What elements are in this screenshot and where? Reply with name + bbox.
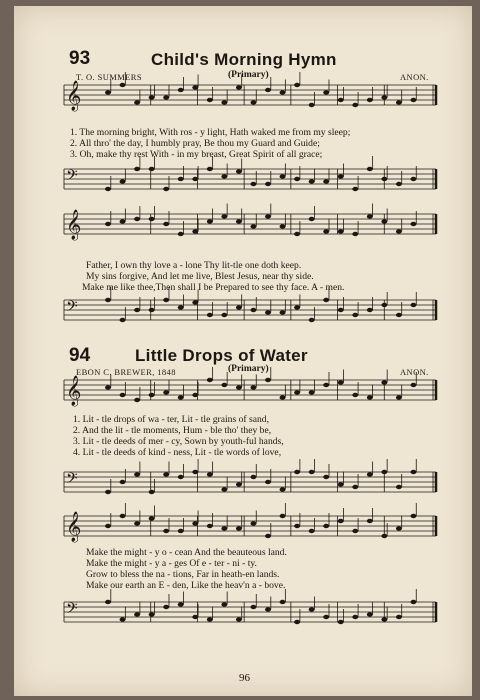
note-head [338, 308, 344, 312]
note-head [309, 529, 315, 533]
note-head [410, 514, 416, 518]
note-head [338, 482, 344, 486]
note-head [178, 177, 184, 181]
note-head [294, 305, 300, 309]
note-head [381, 380, 387, 384]
note-head [192, 177, 198, 181]
treble-clef-icon: 𝄞 [66, 81, 82, 111]
note-head [236, 219, 242, 223]
note-head [120, 617, 126, 621]
hymn-94-verse-1-line-2: Make the might - y o - cean And the beauteous land. [86, 547, 287, 558]
hymn-94-author: EBON C. BREWER, 1848 [76, 367, 176, 377]
bass-clef-icon: 𝄢 [66, 470, 78, 491]
note-head [178, 305, 184, 309]
note-head [265, 607, 271, 611]
note-head [207, 98, 213, 102]
note-head [410, 177, 416, 181]
note-head [178, 88, 184, 92]
note-head [120, 393, 126, 397]
note-head [120, 219, 126, 223]
note-head [367, 98, 373, 102]
note-head [367, 472, 373, 476]
note-head [396, 485, 402, 489]
note-head [294, 232, 300, 236]
note-head [338, 519, 344, 523]
note-head [236, 169, 242, 173]
note-head [265, 310, 271, 314]
note-head [221, 174, 227, 178]
note-head [163, 390, 169, 394]
note-head [120, 179, 126, 183]
note-head [410, 470, 416, 474]
note-head [294, 390, 300, 394]
note-head [323, 179, 329, 183]
note-head [338, 174, 344, 178]
note-head [221, 383, 227, 387]
note-head [192, 470, 198, 474]
note-head [410, 98, 416, 102]
hymn-94-verse-3-line-2: Grow to bless the na - tions, Far in heath-en lands. [86, 569, 280, 580]
note-head [381, 177, 387, 181]
note-head [352, 393, 358, 397]
note-head [309, 607, 315, 611]
note-head [280, 395, 286, 399]
note-head [250, 385, 256, 389]
note-head [338, 229, 344, 233]
note-head [250, 224, 256, 228]
note-head [381, 219, 387, 223]
note-head [192, 229, 198, 233]
note-head [250, 308, 256, 312]
note-head [265, 534, 271, 538]
note-head [236, 617, 242, 621]
note-head [134, 308, 140, 312]
note-head [352, 103, 358, 107]
note-head [149, 490, 155, 494]
note-head [105, 385, 111, 389]
hymn-94-verse-2-line-2: Make the might - y a - ges Of e - ter - ni - ty. [86, 558, 257, 569]
note-head [410, 600, 416, 604]
note-head [396, 100, 402, 104]
hymn-94-title: Little Drops of Water [135, 346, 308, 365]
note-head [410, 222, 416, 226]
note-head [149, 612, 155, 616]
note-head [352, 187, 358, 191]
note-head [105, 222, 111, 226]
note-head [236, 482, 242, 486]
hymn-94-subtitle: (Primary) [228, 364, 269, 374]
note-head [396, 395, 402, 399]
note-head [221, 487, 227, 491]
note-head [149, 217, 155, 221]
note-head [163, 472, 169, 476]
note-head [178, 475, 184, 479]
note-head [309, 318, 315, 322]
note-head [250, 100, 256, 104]
hymn-93-verse-3-line-2: Make me like thee,Then shall I be Prepared to see thy face. A - men. [82, 282, 345, 293]
note-head [236, 385, 242, 389]
note-head [294, 83, 300, 87]
note-head [163, 95, 169, 99]
note-head [265, 88, 271, 92]
note-head [178, 529, 184, 533]
note-head [410, 383, 416, 387]
note-head [105, 298, 111, 302]
note-head [149, 95, 155, 99]
note-head [410, 303, 416, 307]
note-head [207, 219, 213, 223]
hymn-93-number: 93 [69, 48, 91, 69]
note-head [134, 217, 140, 221]
hymn-94-verse-3-line-1: 3. Lit - tle deeds of mer - cy, Sown by youth-ful hands, [73, 436, 284, 447]
note-head [236, 85, 242, 89]
note-head [221, 313, 227, 317]
note-head [309, 470, 315, 474]
note-head [294, 620, 300, 624]
note-head [134, 398, 140, 402]
note-head [367, 519, 373, 523]
note-head [396, 229, 402, 233]
note-head [250, 521, 256, 525]
note-head [323, 90, 329, 94]
note-head [163, 222, 169, 226]
note-head [120, 318, 126, 322]
note-head [192, 300, 198, 304]
note-head [236, 305, 242, 309]
note-head [294, 177, 300, 181]
hymn-93-author: T. O. SUMMERS [76, 72, 142, 82]
note-head [367, 167, 373, 171]
note-head [352, 232, 358, 236]
note-head [207, 167, 213, 171]
note-head [280, 90, 286, 94]
note-head [120, 514, 126, 518]
note-head [149, 516, 155, 520]
note-head [352, 615, 358, 619]
note-head [294, 470, 300, 474]
hymn-93-subtitle: (Primary) [228, 70, 269, 80]
note-head [207, 378, 213, 382]
note-head [280, 174, 286, 178]
note-head [381, 95, 387, 99]
note-head [221, 526, 227, 530]
hymnal-page [14, 6, 472, 696]
note-head [396, 182, 402, 186]
note-head [149, 393, 155, 397]
note-head [338, 380, 344, 384]
note-head [323, 475, 329, 479]
note-head [120, 480, 126, 484]
hymn-94-composer: ANON. [400, 367, 429, 377]
note-head [134, 612, 140, 616]
note-head [381, 534, 387, 538]
note-head [105, 524, 111, 528]
note-head [134, 100, 140, 104]
note-head [396, 615, 402, 619]
note-head [207, 313, 213, 317]
note-head [280, 487, 286, 491]
note-head [221, 214, 227, 218]
note-head [207, 617, 213, 621]
note-head [163, 187, 169, 191]
note-head [250, 605, 256, 609]
treble-clef-icon: 𝄞 [66, 512, 82, 542]
note-head [236, 526, 242, 530]
note-head [323, 615, 329, 619]
note-head [323, 383, 329, 387]
note-head [338, 620, 344, 624]
note-head [352, 529, 358, 533]
note-head [265, 378, 271, 382]
hymn-93-verse-1-line-1: 1. The morning bright, With ros - y light, Hath waked me from my sleep; [70, 127, 351, 138]
hymn-93-verse-2-line-1: 2. All thro' the day, I humbly pray, Be thou my Guard and Guide; [70, 138, 320, 149]
note-head [294, 524, 300, 528]
note-head [207, 524, 213, 528]
note-head [105, 490, 111, 494]
note-head [367, 214, 373, 218]
note-head [105, 90, 111, 94]
note-head [280, 514, 286, 518]
note-head [134, 167, 140, 171]
note-head [367, 395, 373, 399]
note-head [178, 602, 184, 606]
hymn-94-verse-2-line-1: 2. And the lit - tle moments, Hum - ble tho' they be, [73, 425, 272, 436]
note-head [192, 521, 198, 525]
bass-clef-icon: 𝄢 [66, 167, 78, 188]
note-head [265, 480, 271, 484]
note-head [396, 313, 402, 317]
treble-clef-icon: 𝄞 [66, 376, 82, 406]
note-head [134, 472, 140, 476]
note-head [250, 182, 256, 186]
note-head [134, 521, 140, 525]
note-head [178, 232, 184, 236]
note-head [120, 83, 126, 87]
hymn-94-verse-4-line-1: 4. Lit - tle deeds of kind - ness, Lit - tle words of love, [73, 447, 282, 458]
note-head [367, 612, 373, 616]
bass-clef-icon: 𝄢 [66, 600, 78, 621]
note-head [221, 100, 227, 104]
hymn-93-verse-2-line-2: My sins forgive, And let me live, Blest Jesus, near thy side. [86, 271, 314, 282]
hymn-93-title: Child's Morning Hymn [151, 50, 337, 69]
hymn-94-number: 94 [69, 345, 91, 366]
bass-clef-icon: 𝄢 [66, 298, 78, 319]
note-head [192, 393, 198, 397]
hymn-93-verse-3-line-1: 3. Oh, make thy rest With - in my breast, Great Spirit of all grace; [70, 149, 323, 160]
hymn-93-composer: ANON. [400, 72, 429, 82]
note-head [323, 298, 329, 302]
note-head [309, 179, 315, 183]
hymn-93-verse-1-line-2: Father, I own thy love a - lone Thy lit-tle one doth keep. [86, 260, 302, 271]
note-head [352, 313, 358, 317]
note-head [163, 529, 169, 533]
note-head [221, 602, 227, 606]
note-head [381, 303, 387, 307]
note-head [265, 214, 271, 218]
note-head [149, 308, 155, 312]
note-head [323, 229, 329, 233]
note-head [250, 475, 256, 479]
note-head [280, 600, 286, 604]
note-head [338, 98, 344, 102]
note-head [323, 524, 329, 528]
note-head [178, 395, 184, 399]
note-head [149, 167, 155, 171]
treble-clef-icon: 𝄞 [66, 210, 82, 240]
note-head [192, 85, 198, 89]
note-head [309, 217, 315, 221]
page-number: 96 [239, 672, 250, 684]
note-head [163, 605, 169, 609]
note-head [105, 187, 111, 191]
hymn-94-verse-1-line-1: 1. Lit - tle drops of wa - ter, Lit - tle grains of sand, [73, 414, 269, 425]
note-head [265, 182, 271, 186]
note-head [105, 600, 111, 604]
note-head [163, 298, 169, 302]
note-head [381, 470, 387, 474]
note-head [280, 310, 286, 314]
note-head [309, 390, 315, 394]
note-head [192, 615, 198, 619]
note-head [352, 485, 358, 489]
note-head [381, 617, 387, 621]
note-head [396, 526, 402, 530]
hymn-94-verse-4-line-2: Make our earth an E - den, Like the heav'n a - bove. [86, 580, 286, 591]
note-head [280, 224, 286, 228]
note-head [309, 103, 315, 107]
note-head [207, 472, 213, 476]
note-head [367, 308, 373, 312]
